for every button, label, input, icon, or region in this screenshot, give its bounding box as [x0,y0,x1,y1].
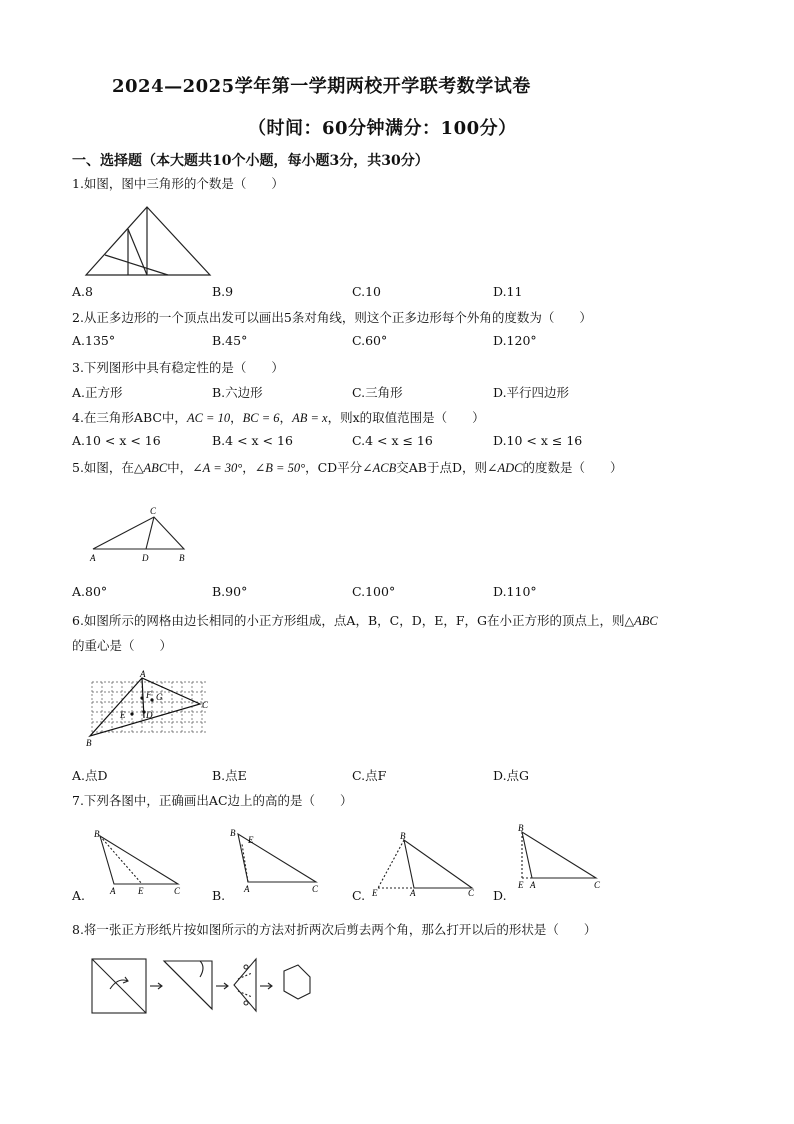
q7b-label-c: C [312,884,319,894]
q1-option-c[interactable]: C.10 [352,284,381,299]
q7d-label-b: B [518,823,524,833]
q6-label-c: C [202,700,209,710]
q4-option-c[interactable]: C.4 < x ≤ 16 [352,433,433,448]
q1-option-b[interactable]: B.9 [212,284,234,299]
q4-option-b[interactable]: B.4 < x < 16 [212,433,293,448]
q7-figure-d [512,822,612,894]
question-4-stem: 4.在三角形ABC中，AC = 10，BC = 6，AB = x，则x的取值范围是（ ） [72,410,485,425]
q2-option-d[interactable]: D.120° [493,333,537,348]
q7-figure-a [92,826,192,898]
section-heading: 一、选择题（本大题共10个小题，每小题3分，共30分） [72,153,429,169]
q7b-label-b: B [230,828,236,838]
q6-label-b: B [86,738,92,748]
question-5-stem: 5.如图，在△ABC中，∠A = 30°，∠B = 50°，CD平分∠ACB交AB于点D，则∠ADC的度数是（ ） [72,460,623,475]
q4-equation-ac: AC = 10 [186,411,231,425]
q5-label-c: C [150,506,157,516]
q7a-label-a: A [110,886,116,896]
q7a-label-e: E [138,886,144,896]
q2-option-c[interactable]: C.60° [352,333,388,348]
q5-label-d: D [142,553,149,563]
q4-option-a[interactable]: A.10 < x < 16 [72,433,161,448]
question-8-stem: 8.将一张正方形纸片按如图所示的方法对折两次后剪去两个角，那么打开以后的形状是（ ） [72,922,597,937]
q1-option-d[interactable]: D.11 [493,284,523,299]
q2-option-b[interactable]: B.45° [212,333,248,348]
q7a-label-c: C [174,886,181,896]
page-subtitle: （时间：60分钟满分：100分） [248,118,517,139]
q4-equation-ab: AB = x [292,411,328,425]
q7c-label-e: E [372,888,378,898]
q6-label-f: F [146,690,152,700]
q6-grid-figure [86,670,218,750]
q6-label-d: D [146,710,153,720]
q7b-label-e: E [248,835,254,845]
q6-option-c[interactable]: C.点F [352,768,387,783]
q5-option-a[interactable]: A.80° [72,584,108,599]
question-2-stem: 2.从正多边形的一个顶点出发可以画出5条对角线，则这个正多边形每个外角的度数为（ ） [72,310,592,325]
q2-option-a[interactable]: A.135° [72,333,116,348]
q7-option-c[interactable]: C. [352,888,366,903]
q5-label-a: A [90,553,96,563]
q7c-label-a: A [410,888,416,898]
q3-option-c[interactable]: C.三角形 [352,385,403,400]
q5-label-b: B [179,553,185,563]
question-1-stem: 1.如图，图中三角形的个数是（ ） [72,176,284,191]
question-7-stem: 7.下列各图中，正确画出AC边上的高的是（ ） [72,793,353,808]
q5-option-c[interactable]: C.100° [352,584,396,599]
q7b-label-a: A [244,884,250,894]
q4-equation-bc: BC = 6 [242,411,280,425]
q5-option-b[interactable]: B.90° [212,584,248,599]
q4-option-d[interactable]: D.10 < x ≤ 16 [493,433,583,448]
q3-option-b[interactable]: B.六边形 [212,385,263,400]
q3-option-a[interactable]: A.正方形 [72,385,123,400]
q5-option-d[interactable]: D.110° [493,584,537,599]
q7-option-a[interactable]: A. [72,888,86,903]
q6-option-d[interactable]: D.点G [493,768,530,783]
q7-figure-b [228,826,328,898]
q3-option-d[interactable]: D.平行四边形 [493,385,570,400]
q5-triangle-figure [88,503,198,565]
q7-figure-c [366,828,478,898]
q7d-label-e: E [518,880,524,890]
q8-folding-figure [88,955,328,1017]
q7a-label-b: B [94,829,100,839]
q6-option-b[interactable]: B.点E [212,768,247,783]
q6-option-a[interactable]: A.点D [72,768,108,783]
q7c-label-b: B [400,831,406,841]
question-3-stem: 3.下列图形中具有稳定性的是（ ） [72,360,284,375]
question-6-stem-line2: 的重心是（ ） [72,638,173,653]
q1-triangle-figure [84,205,214,285]
page-title: 2024—2025学年第一学期两校开学联考数学试卷 [112,76,531,97]
q6-label-e: E [120,710,126,720]
q7c-label-c: C [468,888,475,898]
q6-label-a: A [140,669,146,679]
q7-option-b[interactable]: B. [212,888,226,903]
question-6-stem-line1: 6.如图所示的网格由边长相同的小正方形组成，点A，B，C，D，E，F，G在小正方形的顶点上，则△ABC [72,613,658,628]
q7d-label-a: A [530,880,536,890]
q7d-label-c: C [594,880,601,890]
q6-label-g: G [156,692,163,702]
q7-option-d[interactable]: D. [493,888,507,903]
q1-option-a[interactable]: A.8 [72,284,93,299]
